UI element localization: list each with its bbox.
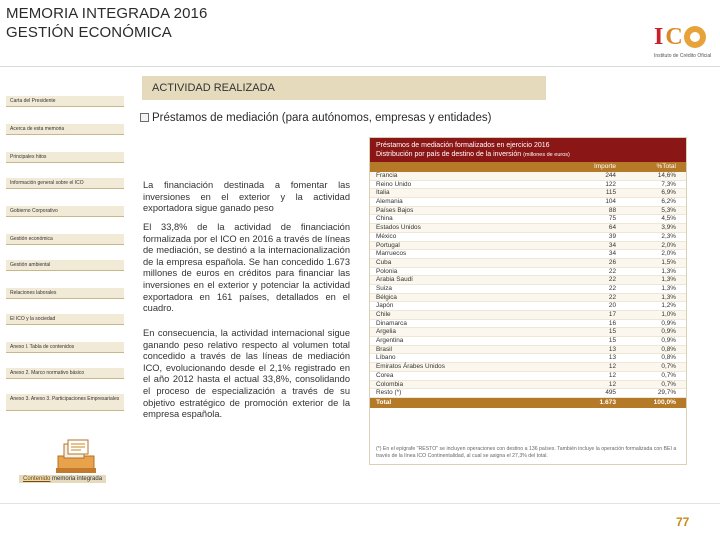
pct-cell: 0,8%	[661, 354, 676, 362]
country-cell: Bélgica	[376, 293, 397, 301]
sidebar-item-anexo-2[interactable]: Anexo 2. Marco normativo básico	[6, 368, 124, 379]
logo-subtitle: Instituto de Crédito Oficial	[654, 53, 712, 59]
country-cell: Países Bajos	[376, 206, 414, 214]
importe-cell: 75	[608, 215, 616, 223]
importe-cell: 22	[608, 293, 616, 301]
importe-cell: 22	[608, 267, 616, 275]
table-row	[370, 381, 686, 390]
table-row	[370, 372, 686, 381]
country-cell: Emiratos Árabes Unidos	[376, 363, 445, 371]
pct-cell: 6,9%	[661, 189, 676, 197]
country-distribution-table	[369, 137, 687, 465]
pct-cell: 2,0%	[661, 241, 676, 249]
pct-cell: 0,9%	[661, 328, 676, 336]
sidebar-item-anexo-1[interactable]: Anexo I. Tabla de contenidos	[6, 342, 124, 353]
importe-cell: 20	[608, 302, 616, 310]
header-title-line1: MEMORIA INTEGRADA 2016	[6, 5, 208, 22]
pct-cell: 0,7%	[661, 380, 676, 388]
checkbox-bullet-icon	[140, 113, 149, 122]
pct-cell: 4,5%	[661, 215, 676, 223]
pct-cell: 2,3%	[661, 232, 676, 240]
importe-cell: 22	[608, 284, 616, 292]
logo-o-icon	[684, 26, 706, 48]
pct-cell: 1,3%	[661, 267, 676, 275]
sidebar-item-ico-sociedad[interactable]: El ICO y la sociedad	[6, 314, 124, 325]
country-cell: Arabia Saudí	[376, 276, 413, 284]
header-title-line2: GESTIÓN ECONÓMICA	[6, 24, 172, 41]
table-row	[370, 172, 686, 181]
country-cell: Italia	[376, 189, 390, 197]
importe-cell: 115	[605, 189, 616, 197]
importe-cell: 13	[608, 354, 616, 362]
table-row	[370, 302, 686, 311]
importe-cell: 39	[608, 232, 616, 240]
sidebar-item-informacion-general[interactable]: Información general sobre el ICO	[6, 178, 124, 189]
importe-cell: 12	[608, 380, 616, 388]
paragraph-3: En consecuencia, la actividad internacional sigue ganando peso relativo respecto al volumen total concedido a través de las líneas de mediación ICO, evolucionando desde el 2,1% registrado en el año 2012 hasta el actual 33,8%, consolidando el proceso de especialización a través de su objetivo estratégico de promoción exterior de la empresa española.	[143, 328, 350, 420]
pct-cell: 0,7%	[661, 363, 676, 371]
total-pct: 100,0%	[653, 398, 676, 406]
country-cell: Marruecos	[376, 250, 407, 258]
table-row	[370, 320, 686, 329]
country-cell: Estados Unidos	[376, 224, 421, 232]
importe-cell: 88	[608, 206, 616, 214]
table-row	[370, 233, 686, 242]
pct-cell: 2,0%	[661, 250, 676, 258]
country-cell: China	[376, 215, 393, 223]
table-row	[370, 363, 686, 372]
pct-cell: 3,9%	[661, 224, 676, 232]
page-number: 77	[676, 515, 690, 529]
importe-cell: 244	[605, 172, 616, 179]
activity-banner: ACTIVIDAD REALIZADA	[142, 76, 546, 100]
footer-divider	[0, 503, 720, 504]
header-title	[6, 4, 207, 42]
sidebar-item-carta-presidente[interactable]: Carta del Presidente	[6, 96, 124, 107]
importe-cell: 34	[608, 250, 616, 258]
country-cell: Resto (*)	[376, 389, 402, 397]
table-row	[370, 207, 686, 216]
paragraph-1: La financiación destinada a fomentar las inversiones en el exterior y la actividad exportadora sigue ganado peso	[143, 180, 350, 214]
table-row	[370, 346, 686, 355]
column-pct-total: %Total	[656, 163, 676, 170]
total-label: Total	[376, 398, 392, 406]
importe-cell: 122	[605, 180, 616, 188]
importe-cell: 22	[608, 276, 616, 284]
table-row	[370, 389, 686, 398]
pct-cell: 14,6%	[657, 172, 676, 179]
importe-cell: 26	[608, 258, 616, 266]
header-divider	[0, 66, 720, 67]
pct-cell: 1,0%	[661, 311, 676, 318]
importe-cell: 13	[608, 345, 616, 353]
pct-cell: 1,2%	[661, 302, 676, 310]
table-row	[370, 259, 686, 268]
back-to-contents-link[interactable]	[19, 475, 106, 483]
country-cell: Reino Unido	[376, 180, 412, 188]
table-row	[370, 224, 686, 233]
country-cell: Portugal	[376, 241, 400, 249]
table-row	[370, 311, 686, 320]
table-row	[370, 285, 686, 294]
table-column-headers	[370, 162, 686, 172]
pct-cell: 29,7%	[657, 389, 676, 397]
section-heading	[140, 112, 491, 124]
country-cell: Chile	[376, 311, 391, 318]
table-body	[370, 172, 686, 398]
table-row	[370, 328, 686, 337]
country-cell: Corea	[376, 371, 394, 379]
table-subtitle-unit: (millones de euros)	[523, 152, 570, 158]
pct-cell: 5,3%	[661, 206, 676, 214]
table-header	[370, 138, 686, 162]
table-row	[370, 215, 686, 224]
table-footnote: (*) En el epígrafe "RESTO" se incluyen operaciones con destino a 136 países. También incluye la operación formalizada con BEI a través de la línea ICO Continentalidad, al cual se asigna el 27,3% del total.	[376, 446, 677, 459]
importe-cell: 15	[608, 337, 616, 345]
table-row	[370, 250, 686, 259]
section-heading-text: Préstamos de mediación (para autónomos, empresas y entidades)	[152, 112, 492, 124]
table-row	[370, 189, 686, 198]
sidebar-item-acerca-memoria[interactable]: Acerca de esta memoria	[6, 124, 124, 135]
country-cell: Argelia	[376, 328, 396, 336]
pct-cell: 6,2%	[661, 198, 676, 206]
country-cell: Alemania	[376, 198, 403, 206]
pct-cell: 7,3%	[661, 180, 676, 188]
importe-cell: 495	[605, 389, 616, 397]
table-row	[370, 294, 686, 303]
table-row	[370, 268, 686, 277]
table-row	[370, 242, 686, 251]
sidebar-item-gestion-economica[interactable]: Gestión económica	[6, 234, 124, 245]
importe-cell: 34	[608, 241, 616, 249]
importe-cell: 104	[605, 198, 616, 206]
country-cell: Polonia	[376, 267, 398, 275]
pct-cell: 1,3%	[661, 276, 676, 284]
back-link-rest: memoria integrada	[52, 476, 103, 482]
country-cell: Líbano	[376, 354, 396, 362]
ico-logo	[650, 22, 718, 64]
importe-cell: 12	[608, 363, 616, 371]
table-subtitle: Distribución por país de destino de la inversión	[376, 151, 522, 158]
documents-box-icon	[54, 438, 98, 476]
importe-cell: 15	[608, 328, 616, 336]
table-row	[370, 276, 686, 285]
table-row	[370, 181, 686, 190]
total-importe: 1.673	[599, 398, 616, 406]
country-cell: Cuba	[376, 258, 392, 266]
back-link-prefix: Contenido	[23, 476, 51, 482]
table-subtitle-wrap	[376, 150, 680, 160]
country-cell: Francia	[376, 172, 398, 179]
importe-cell: 16	[608, 319, 616, 327]
pct-cell: 1,3%	[661, 284, 676, 292]
importe-cell: 12	[608, 371, 616, 379]
column-importe: Importe	[593, 163, 616, 170]
sidebar-item-relaciones-laborales[interactable]: Relaciones laborales	[6, 288, 124, 299]
pct-cell: 0,9%	[661, 319, 676, 327]
sidebar-item-gestion-ambiental[interactable]: Gestión ambiental	[6, 260, 124, 271]
table-total-row	[370, 398, 686, 408]
country-cell: Japón	[376, 302, 394, 310]
country-cell: México	[376, 232, 397, 240]
importe-cell: 64	[608, 224, 616, 232]
country-cell: Suiza	[376, 284, 392, 292]
ico-logo-mark: I C	[654, 24, 706, 50]
importe-cell: 17	[608, 311, 616, 318]
sidebar-item-gobierno-corporativo[interactable]: Gobierno Corporativo	[6, 206, 124, 217]
table-row	[370, 354, 686, 363]
country-cell: Argentina	[376, 337, 404, 345]
country-cell: Dinamarca	[376, 319, 407, 327]
sidebar-item-principales-hitos[interactable]: Principales hitos	[6, 152, 124, 163]
pct-cell: 0,8%	[661, 345, 676, 353]
pct-cell: 1,5%	[661, 258, 676, 266]
country-cell: Brasil	[376, 345, 392, 353]
table-title: Préstamos de mediación formalizados en ejercicio 2016	[376, 142, 550, 149]
pct-cell: 0,9%	[661, 337, 676, 345]
pct-cell: 1,3%	[661, 293, 676, 301]
table-row	[370, 198, 686, 207]
paragraph-2: El 33,8% de la actividad de financiación formalizada por el ICO en 2016 a través de líneas de mediación, se destinó a la internacionalización de la empresa española. Se han concedido 1.673 millones de euros en créditos para financiar las inversiones en el exterior y potenciar la actividad exportadora en 161 países, detallados en el cuadro.	[143, 222, 350, 314]
pct-cell: 0,7%	[661, 371, 676, 379]
table-row	[370, 337, 686, 346]
country-cell: Colombia	[376, 380, 403, 388]
sidebar-item-anexo-3[interactable]: Anexo 3. Anexo 3. Participaciones Empresariales	[6, 394, 124, 411]
